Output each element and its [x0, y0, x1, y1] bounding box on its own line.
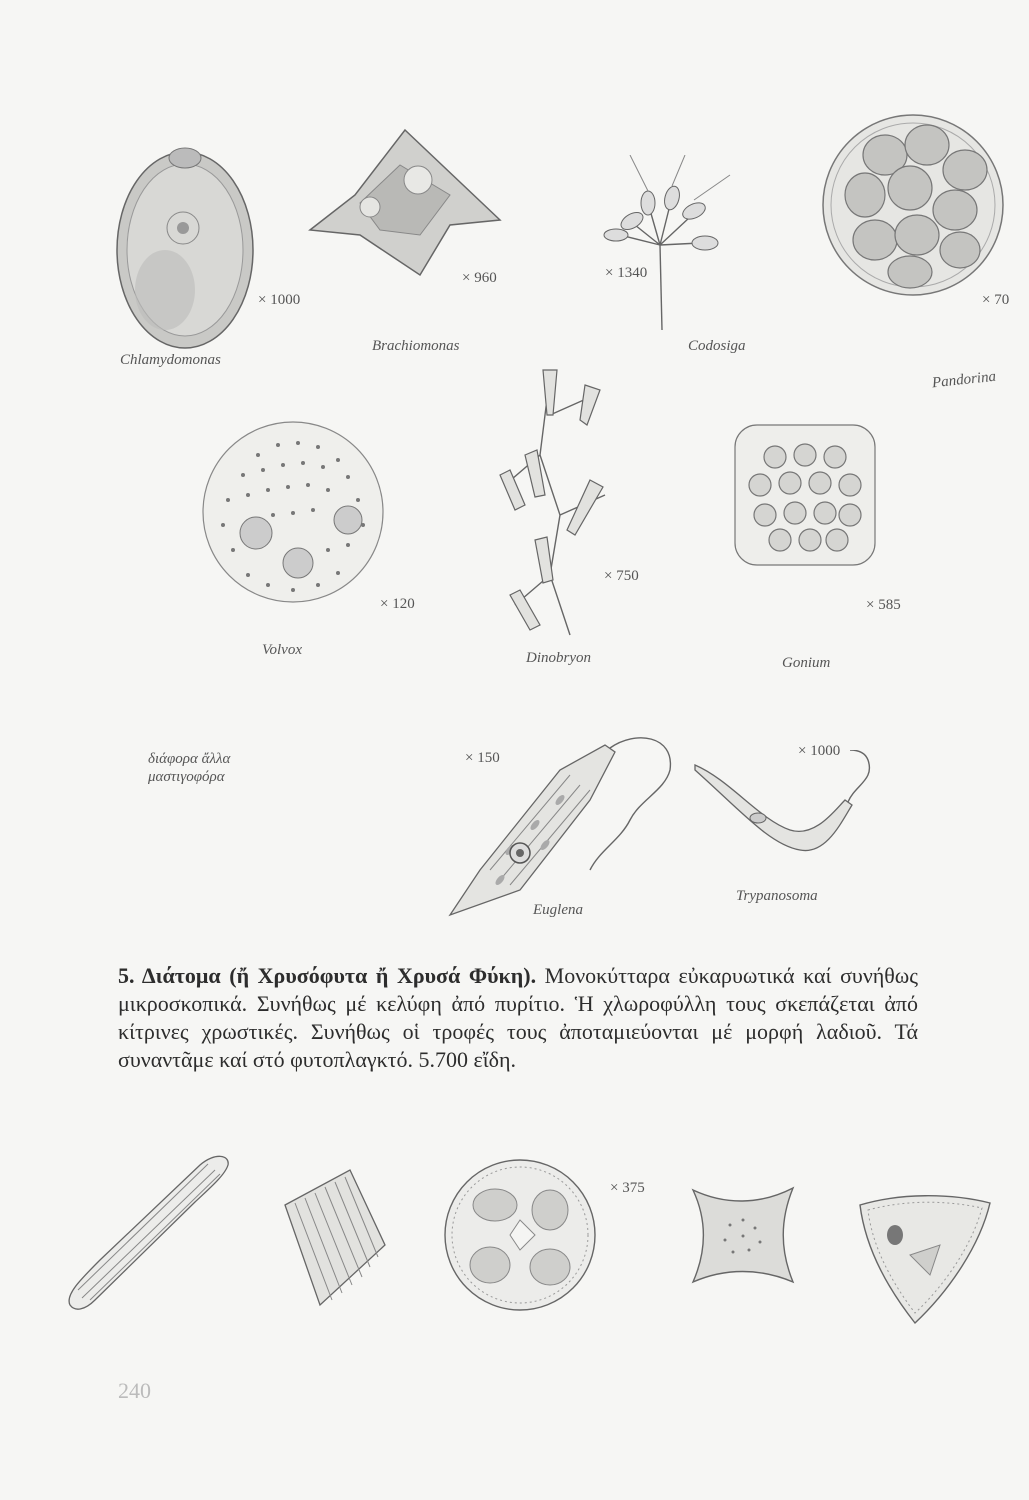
- volvox-drawing: [198, 415, 388, 610]
- diatom-star-drawing: [685, 1180, 800, 1290]
- codosiga-caption: Codosiga: [688, 338, 746, 354]
- chlamydomonas-magnification: × 1000: [258, 292, 301, 308]
- euglena-caption: Euglena: [533, 902, 583, 918]
- gonium-drawing: [725, 415, 885, 575]
- section-diatoms-text: [118, 962, 918, 1074]
- other-flagellates-note-line2: μαστιγοφόρα: [148, 769, 225, 785]
- gonium-caption: Gonium: [782, 655, 831, 671]
- diatom-centric-drawing: [440, 1155, 600, 1315]
- trypanosoma-caption: Trypanosoma: [736, 888, 818, 904]
- brachiomonas-caption: Brachiomonas: [372, 338, 460, 354]
- other-flagellates-note-line1: διάφορα ἄλλα: [148, 751, 231, 767]
- brachiomonas-drawing: [300, 125, 515, 285]
- pandorina-magnification: × 70: [982, 292, 1010, 308]
- volvox-caption: Volvox: [262, 642, 302, 658]
- chlamydomonas-drawing: [105, 140, 265, 355]
- section-description: Μονοκύτταρα εὐκαρυωτικά καί συνήθως μικροσκοπικά. Συνήθως μέ κελύφη ἀπό πυρίτιο. Ἡ χλωροφύλλη τους σκεπάζεται ἀπό κίτρινες χρωστικές. Συνήθως οἱ τροφές τους ἀποταμιεύονται μέ μορφή λαδιοῦ. Τά συναντᾶμε καί στό φυτοπλαγκτό. 5.700 εἴδη.: [118, 963, 919, 1072]
- volvox-magnification: × 120: [380, 596, 415, 612]
- diatoms-magnification: × 375: [610, 1180, 645, 1196]
- dinobryon-drawing: [495, 365, 625, 645]
- euglena-magnification: × 150: [465, 750, 500, 766]
- diatom-elongated-drawing: [60, 1150, 235, 1315]
- trypanosoma-drawing: [690, 750, 880, 870]
- pandorina-drawing: [815, 100, 1015, 320]
- page-number: 240: [118, 1378, 151, 1403]
- chlamydomonas-caption: Chlamydomonas: [120, 352, 221, 368]
- diatom-girdle-drawing: [270, 1165, 395, 1310]
- trypanosoma-magnification: × 1000: [798, 743, 841, 759]
- gonium-magnification: × 585: [866, 597, 901, 613]
- diatom-triangular-drawing: [850, 1185, 1000, 1330]
- codosiga-drawing: [590, 155, 740, 335]
- pandorina-caption: Pandorina: [931, 368, 997, 392]
- section-heading: 5. Διάτομα (ἤ Χρυσόφυτα ἤ Χρυσά Φύκη).: [118, 963, 537, 988]
- brachiomonas-magnification: × 960: [462, 270, 497, 286]
- dinobryon-magnification: × 750: [604, 568, 639, 584]
- codosiga-magnification: × 1340: [605, 265, 648, 281]
- dinobryon-caption: Dinobryon: [526, 650, 591, 666]
- other-flagellates-note: [148, 750, 230, 786]
